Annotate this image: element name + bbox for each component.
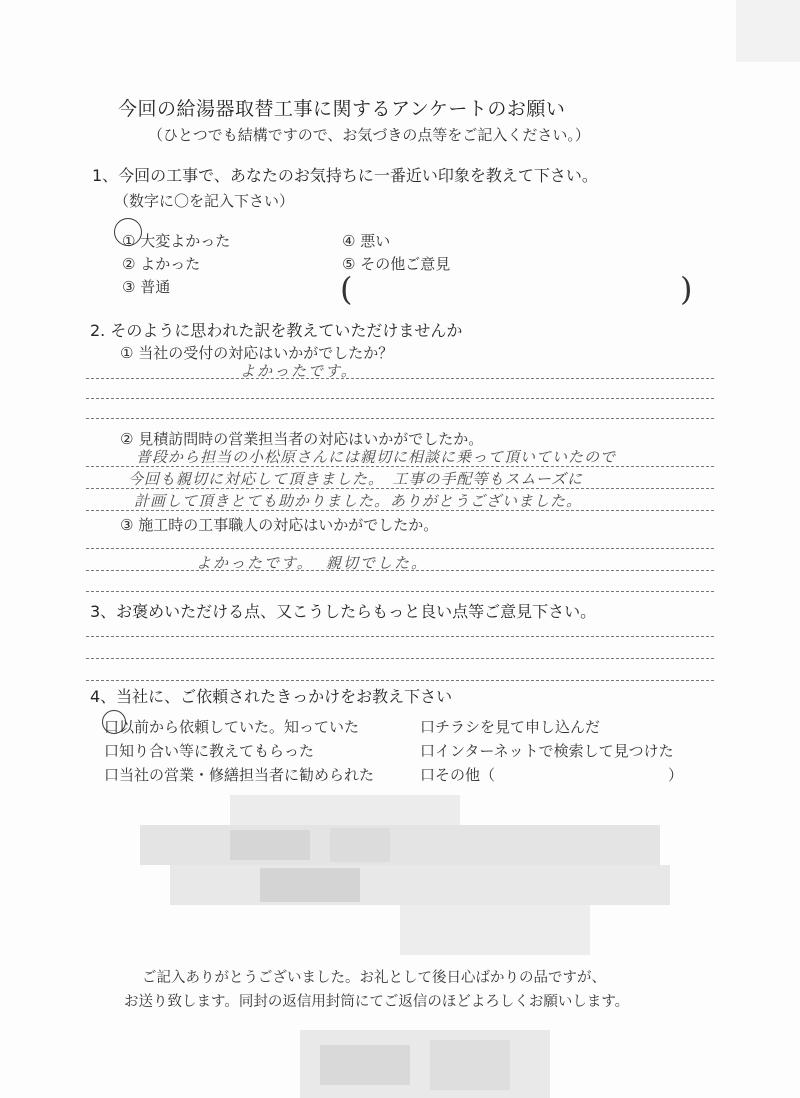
q1-option-3[interactable]: ③ 普通	[122, 278, 171, 296]
q1-paren-close: )	[680, 270, 693, 308]
answer-line	[86, 418, 714, 419]
scan-corner-shade	[736, 0, 800, 62]
q4-option-other[interactable]: 口その他（	[420, 766, 496, 784]
q1-question: 1、今回の工事で、あなたのお気持ちに一番近い印象を教えて下さい。	[92, 166, 598, 185]
q2-sub2-answer-line-3: 計画して頂きとても助かりました。ありがとうございました。	[134, 492, 583, 510]
q4-option-flyer[interactable]: 口チラシを見て申し込んだ	[420, 718, 601, 736]
q4-option-previous-client[interactable]: 口以前から依頼していた。知っていた	[104, 718, 360, 736]
q2-sub1-answer: よかったです。	[240, 362, 358, 380]
q1-option-1[interactable]: ① 大変よかった	[122, 232, 231, 250]
q3-question: 3、お褒めいただける点、又こうしたらもっと良い点等ご意見下さい。	[90, 602, 597, 621]
q4-option-internet[interactable]: 口インターネットで検索して見つけた	[420, 742, 674, 760]
q2-sub3-answer-a: よかったです。	[196, 554, 314, 572]
q1-option-4[interactable]: ④ 悪い	[342, 232, 391, 250]
q2-sub2-question: ② 見積訪問時の営業担当者の対応はいかがでしたか。	[120, 430, 484, 448]
page-title: 今回の給湯器取替工事に関するアンケートのお願い	[118, 98, 566, 120]
page-subtitle: （ひとつでも結構ですので、お気づきの点等をご記入ください。）	[148, 126, 590, 144]
q2-sub2-answer-line-1: 普段から担当の小松原さんには親切に相談に乗って頂いていたので	[136, 448, 617, 466]
answer-line	[86, 570, 714, 571]
q4-option-referral[interactable]: 口知り合い等に教えてもらった	[104, 742, 315, 760]
q4-other-close-paren: ）	[668, 766, 684, 784]
q2-sub3-question: ③ 施工時の工事職人の対応はいかがでしたか。	[120, 516, 439, 534]
answer-line	[86, 466, 714, 467]
q4-option-staff-recommendation[interactable]: 口当社の営業・修繕担当者に勧められた	[104, 766, 375, 784]
q2-sub3-answer-b: 親切でした。	[326, 554, 429, 572]
answer-line	[86, 636, 714, 637]
q1-option-5[interactable]: ⑤ その他ご意見	[342, 255, 451, 273]
answer-line	[86, 488, 714, 489]
q2-question: 2. そのように思われた訳を教えていただけませんか	[90, 321, 463, 340]
q1-paren-open: (	[340, 270, 353, 308]
answer-line	[86, 548, 714, 549]
answer-line	[86, 378, 714, 379]
answer-line	[86, 658, 714, 659]
answer-line	[86, 591, 714, 592]
q2-sub1-question: ① 当社の受付の対応はいかがでしたか？	[120, 344, 394, 362]
footer-line-1: ご記入ありがとうございました。お礼として後日心ばかりの品ですが、	[142, 970, 606, 986]
q1-option-2[interactable]: ② よかった	[122, 255, 201, 273]
q2-sub2-answer-line-2: 今回も親切に対応して頂きました。 工事の手配等もスムーズに	[128, 470, 584, 488]
q1-note: （数字に〇を記入下さい）	[114, 192, 295, 210]
answer-line	[86, 398, 714, 399]
footer-line-2: お送り致します。同封の返信用封筒にてご返信のほどよろしくお願いします。	[124, 994, 630, 1010]
answer-line	[86, 510, 714, 511]
q4-question: 4、当社に、ご依頼されたきっかけをお教え下さい	[90, 687, 453, 706]
answer-line	[86, 680, 714, 681]
